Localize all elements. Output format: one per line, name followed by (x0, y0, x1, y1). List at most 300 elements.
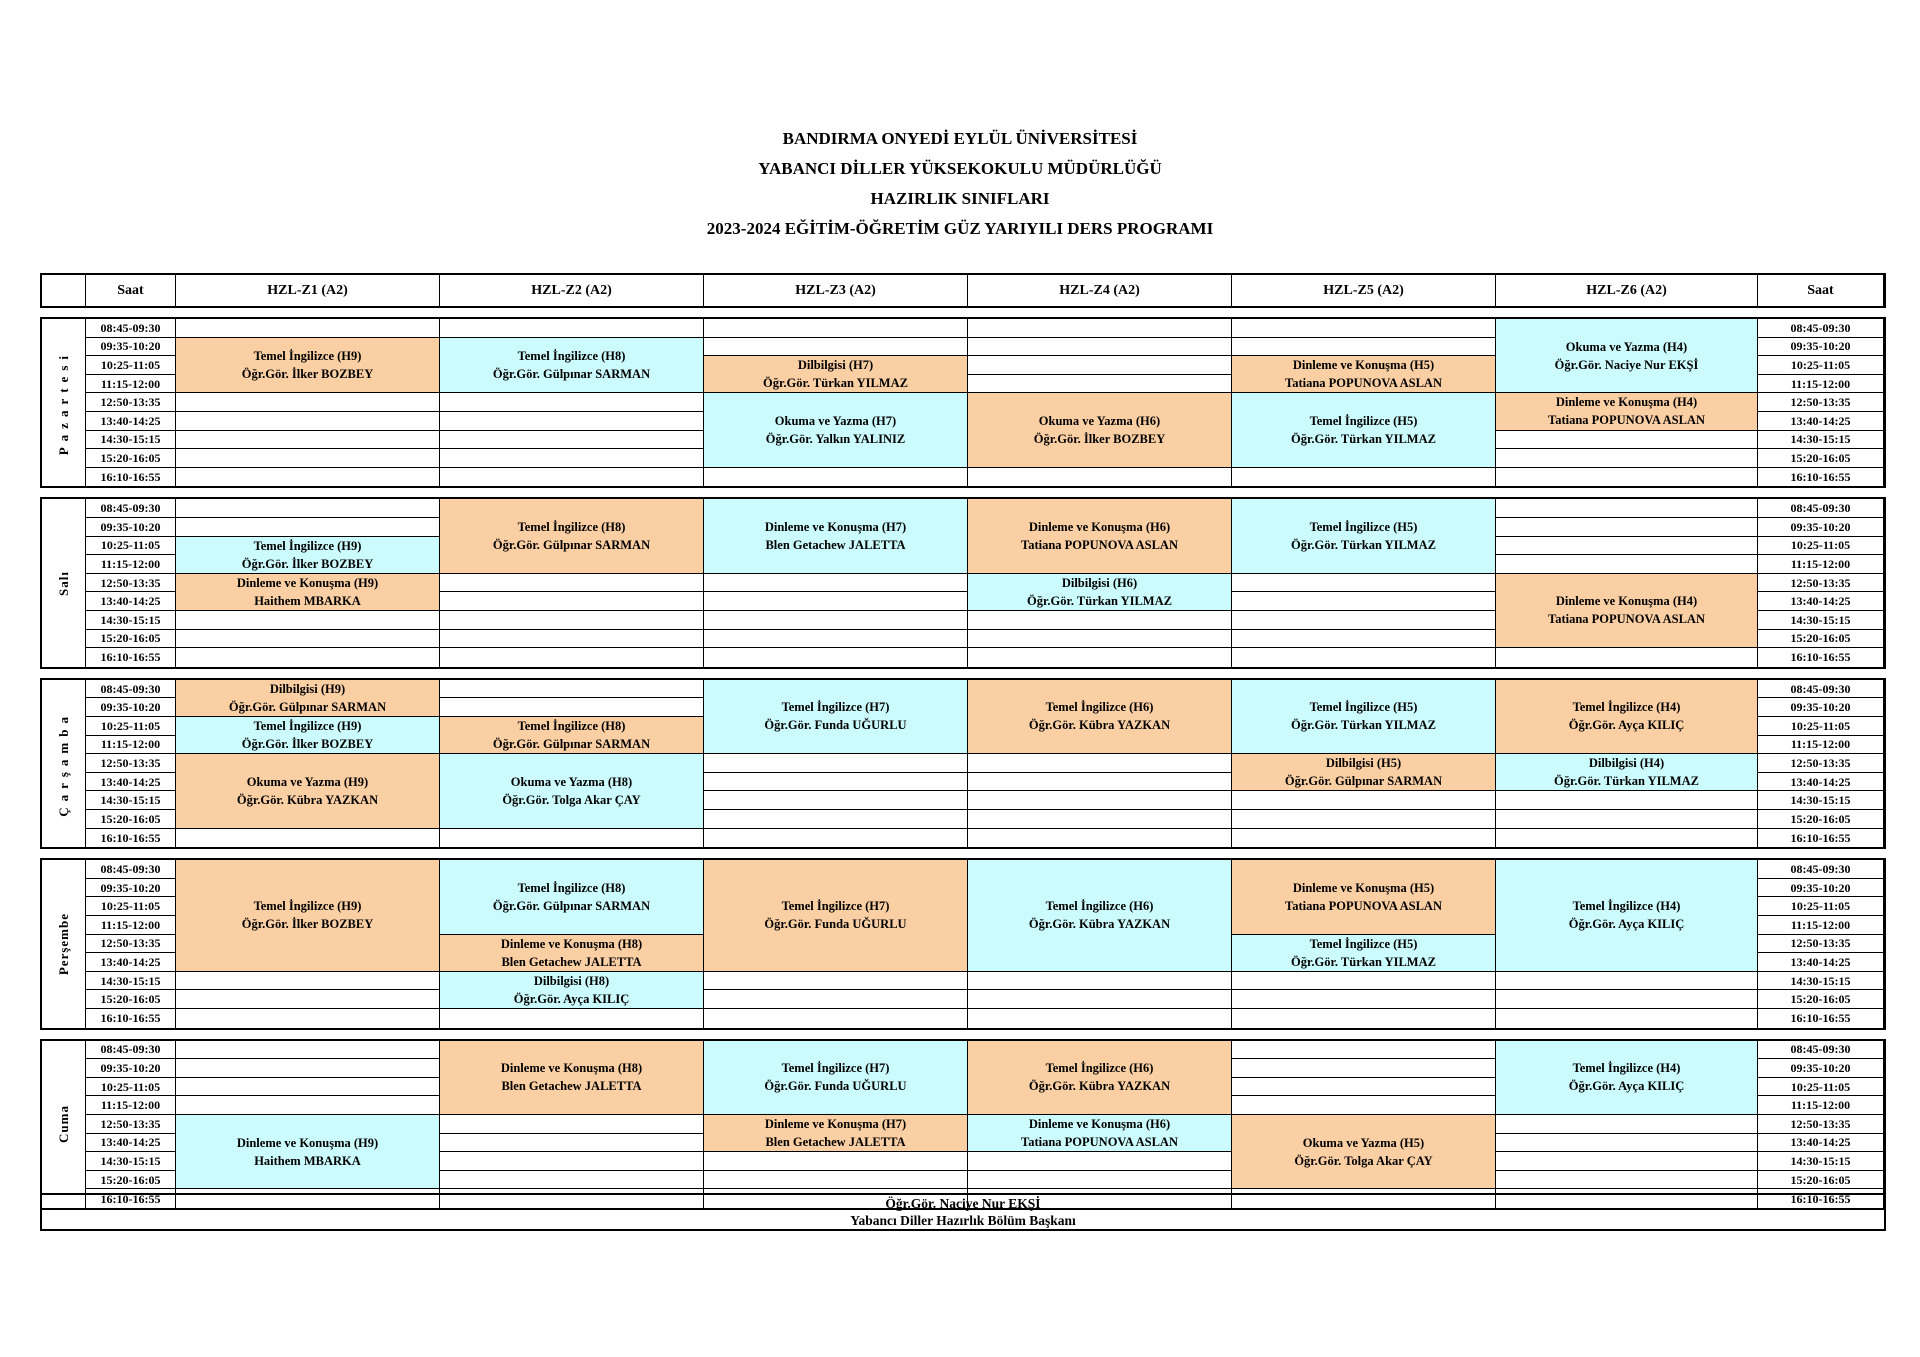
course-name: Okuma ve Yazma (H7) (774, 414, 897, 429)
time-cell-right: 08:45-09:30 (1758, 1041, 1884, 1060)
empty-slot (1496, 1171, 1758, 1190)
empty-slot (440, 1134, 704, 1153)
time-cell-left: 12:50-13:35 (86, 754, 176, 773)
empty-slot (968, 1152, 1232, 1171)
course-cell (1232, 754, 1496, 791)
empty-slot (704, 611, 968, 630)
course-text (489, 347, 654, 383)
course-cell (440, 860, 704, 934)
course-cell (1232, 356, 1496, 393)
course-name: Dilbilgisi (H9) (269, 681, 346, 696)
time-cell-right: 12:50-13:35 (1758, 574, 1884, 593)
instructor-name: Öğr.Gör. Funda UĞURLU (764, 718, 907, 733)
empty-slot (704, 319, 968, 338)
course-text (225, 680, 390, 716)
empty-slot (1232, 574, 1496, 593)
instructor-name: Öğr.Gör. İlker BOZBEY (1033, 432, 1166, 447)
course-text (760, 1059, 910, 1095)
course-text (1030, 412, 1170, 448)
school-name: YABANCI DİLLER YÜKSEKOKULU MÜDÜRLÜĞÜ (758, 159, 1162, 178)
time-cell-left: 09:35-10:20 (86, 1059, 176, 1078)
empty-slot (440, 611, 704, 630)
course-name: Temel İngilizce (H9) (253, 719, 362, 734)
time-cell-right: 15:20-16:05 (1758, 810, 1884, 829)
empty-slot (1496, 431, 1758, 450)
course-name: Temel İngilizce (H8) (517, 348, 626, 363)
time-cell-left: 11:15-12:00 (86, 916, 176, 935)
time-cell-left: 14:30-15:15 (86, 791, 176, 810)
course-name: Dinleme ve Konuşma (H6) (1028, 1117, 1171, 1132)
time-cell-right: 10:25-11:05 (1758, 897, 1884, 916)
empty-slot (704, 810, 968, 829)
day-name: Perşembe (55, 912, 71, 975)
day-name: Salı (55, 570, 71, 596)
instructor-name: Tatiana POPUNOVA ASLAN (1285, 898, 1442, 913)
time-cell-right: 08:45-09:30 (1758, 499, 1884, 518)
time-cell-right: 10:25-11:05 (1758, 356, 1884, 375)
empty-slot (440, 648, 704, 667)
instructor-name: Öğr.Gör. Funda UĞURLU (764, 1079, 907, 1094)
time-cell-left: 16:10-16:55 (86, 829, 176, 848)
time-cell-right: 08:45-09:30 (1758, 319, 1884, 338)
empty-slot (968, 972, 1232, 991)
time-cell-right: 11:15-12:00 (1758, 375, 1884, 394)
course-text (497, 1059, 646, 1095)
empty-slot (968, 1171, 1232, 1190)
time-cell-left: 15:20-16:05 (86, 810, 176, 829)
day-label-left (42, 860, 86, 1027)
course-name: Temel İngilizce (H9) (253, 538, 362, 553)
time-cell-left: 10:25-11:05 (86, 1078, 176, 1097)
time-cell-right: 13:40-14:25 (1758, 773, 1884, 792)
course-name: Temel İngilizce (H7) (781, 700, 890, 715)
empty-slot (440, 630, 704, 649)
instructor-name: Öğr.Gör. İlker BOZBEY (241, 917, 374, 932)
course-cell (704, 1041, 968, 1115)
column-header-row (40, 273, 1886, 308)
course-name: Temel İngilizce (H7) (781, 1061, 890, 1076)
empty-slot (968, 338, 1232, 357)
course-cell (176, 754, 440, 828)
empty-slot (1232, 1059, 1496, 1078)
course-cell (704, 499, 968, 573)
instructor-name: Öğr.Gör. Türkan YILMAZ (1027, 593, 1172, 608)
empty-slot (1232, 1078, 1496, 1097)
instructor-name: Öğr.Gör. Gülpınar SARMAN (1284, 774, 1443, 789)
empty-slot (176, 1059, 440, 1078)
course-name: Dinleme ve Konuşma (H8) (500, 1061, 643, 1076)
empty-slot (440, 1152, 704, 1171)
instructor-name: Öğr.Gör. Türkan YILMAZ (1291, 718, 1436, 733)
instructor-name: Öğr.Gör. Funda UĞURLU (764, 917, 907, 932)
course-cell (1496, 1041, 1758, 1115)
empty-slot (176, 468, 440, 487)
course-cell (968, 499, 1232, 573)
course-text (1287, 518, 1440, 554)
time-cell-right: 13:40-14:25 (1758, 592, 1884, 611)
empty-slot (968, 375, 1232, 394)
empty-slot (176, 449, 440, 468)
empty-slot (704, 1171, 968, 1190)
course-text (233, 1134, 382, 1170)
course-name: Okuma ve Yazma (H5) (1302, 1135, 1425, 1150)
instructor-name: Tatiana POPUNOVA ASLAN (1285, 376, 1442, 391)
empty-slot (176, 1096, 440, 1115)
time-cell-left: 09:35-10:20 (86, 338, 176, 357)
empty-slot (1496, 499, 1758, 518)
instructor-name: Öğr.Gör. Kübra YAZKAN (236, 792, 379, 807)
time-cell-right: 13:40-14:25 (1758, 953, 1884, 972)
course-name: Dilbilgisi (H5) (1325, 756, 1402, 771)
instructor-name: Tatiana POPUNOVA ASLAN (1548, 612, 1705, 627)
course-text (1565, 698, 1689, 734)
course-cell (1496, 754, 1758, 791)
header-class-6: HZL-Z6 (A2) (1496, 275, 1758, 306)
instructor-name: Öğr.Gör. Gülpınar SARMAN (492, 898, 651, 913)
instructor-name: Tatiana POPUNOVA ASLAN (1548, 413, 1705, 428)
time-cell-right: 11:15-12:00 (1758, 736, 1884, 755)
instructor-name: Öğr.Gör. Ayça KILIÇ (1568, 1079, 1685, 1094)
course-text (1290, 1134, 1436, 1170)
empty-slot (440, 393, 704, 412)
empty-slot (968, 356, 1232, 375)
time-cell-right: 12:50-13:35 (1758, 1115, 1884, 1134)
course-text (238, 897, 378, 933)
time-cell-right: 15:20-16:05 (1758, 630, 1884, 649)
course-text (510, 972, 634, 1008)
header-class-2: HZL-Z2 (A2) (440, 275, 704, 306)
course-cell (704, 680, 968, 754)
empty-slot (968, 791, 1232, 810)
empty-slot (704, 972, 968, 991)
empty-slot (1496, 829, 1758, 848)
university-name: BANDIRMA ONYEDİ EYLÜL ÜNİVERSİTESİ (782, 129, 1138, 148)
course-text (762, 412, 909, 448)
course-text (1017, 518, 1182, 554)
course-cell (704, 1115, 968, 1152)
time-cell-right: 15:20-16:05 (1758, 449, 1884, 468)
course-cell (1496, 680, 1758, 754)
empty-slot (1496, 990, 1758, 1009)
course-cell (440, 1041, 704, 1115)
instructor-name: Öğr.Gör. Türkan YILMAZ (1554, 774, 1699, 789)
empty-slot (968, 1009, 1232, 1028)
time-cell-right: 14:30-15:15 (1758, 1152, 1884, 1171)
empty-slot (440, 1115, 704, 1134)
instructor-name: Öğr.Gör. Kübra YAZKAN (1028, 718, 1171, 733)
time-cell-left: 10:25-11:05 (86, 356, 176, 375)
time-cell-right: 11:15-12:00 (1758, 916, 1884, 935)
course-text (1565, 897, 1689, 933)
time-cell-left: 15:20-16:05 (86, 630, 176, 649)
time-cell-left: 11:15-12:00 (86, 1096, 176, 1115)
empty-slot (1496, 518, 1758, 537)
instructor-name: Öğr.Gör. Naciye Nur EKŞİ (1554, 357, 1699, 372)
header-time-left: Saat (86, 275, 176, 306)
empty-slot (1232, 592, 1496, 611)
course-cell (176, 338, 440, 394)
empty-slot (1496, 810, 1758, 829)
empty-slot (968, 630, 1232, 649)
course-cell (1496, 860, 1758, 972)
time-cell-left: 08:45-09:30 (86, 860, 176, 879)
empty-slot (176, 1041, 440, 1060)
course-name: Dinleme ve Konuşma (H6) (1028, 520, 1171, 535)
signer-name: Öğr.Gör. Naciye Nur EKŞİ (885, 1196, 1041, 1211)
course-name: Dinleme ve Konuşma (H7) (764, 1117, 907, 1132)
course-cell (440, 754, 704, 828)
empty-slot (1496, 648, 1758, 667)
time-cell-left: 13:40-14:25 (86, 953, 176, 972)
day-block-3 (40, 858, 1886, 1029)
instructor-name: Tatiana POPUNOVA ASLAN (1021, 538, 1178, 553)
time-cell-left: 09:35-10:20 (86, 879, 176, 898)
header-class-4: HZL-Z4 (A2) (968, 275, 1232, 306)
empty-slot (1496, 791, 1758, 810)
course-cell (968, 680, 1232, 754)
day-block-2 (40, 678, 1886, 849)
day-label-left (42, 1041, 86, 1208)
course-text (761, 1115, 910, 1151)
empty-slot (1496, 537, 1758, 556)
course-cell (176, 860, 440, 972)
day-label-left (42, 680, 86, 847)
empty-slot (176, 972, 440, 991)
time-cell-right: 11:15-12:00 (1758, 1096, 1884, 1115)
day-label-left (42, 499, 86, 666)
course-name: Temel İngilizce (H5) (1309, 520, 1418, 535)
day-label-left (42, 319, 86, 486)
course-text (1287, 412, 1440, 448)
empty-slot (176, 431, 440, 450)
time-cell-right: 11:15-12:00 (1758, 555, 1884, 574)
time-cell-right: 09:35-10:20 (1758, 338, 1884, 357)
empty-slot (176, 518, 440, 537)
empty-slot (440, 449, 704, 468)
course-name: Okuma ve Yazma (H8) (510, 774, 633, 789)
course-cell (968, 393, 1232, 467)
course-cell (1232, 499, 1496, 573)
empty-slot (968, 810, 1232, 829)
empty-slot (704, 648, 968, 667)
time-cell-right: 16:10-16:55 (1758, 1189, 1884, 1208)
time-cell-left: 12:50-13:35 (86, 1115, 176, 1134)
instructor-name: Öğr.Gör. Ayça KILIÇ (1568, 917, 1685, 932)
empty-slot (968, 829, 1232, 848)
empty-slot (1496, 1009, 1758, 1028)
document-header (0, 124, 1920, 244)
course-cell (968, 574, 1232, 611)
instructor-name: Blen Getachew JALETTA (765, 538, 906, 553)
empty-slot (968, 990, 1232, 1009)
time-cell-left: 14:30-15:15 (86, 611, 176, 630)
course-text (233, 574, 382, 610)
empty-slot (968, 773, 1232, 792)
course-text (1025, 698, 1174, 734)
time-cell-left: 11:15-12:00 (86, 736, 176, 755)
course-name: Dilbilgisi (H6) (1061, 575, 1138, 590)
day-name: Çarşamba (55, 710, 71, 817)
time-cell-left: 08:45-09:30 (86, 1041, 176, 1060)
empty-slot (1496, 449, 1758, 468)
course-cell (440, 972, 704, 1009)
day-block-4 (40, 1039, 1886, 1210)
time-cell-left: 16:10-16:55 (86, 648, 176, 667)
empty-slot (1232, 829, 1496, 848)
course-cell (704, 860, 968, 972)
empty-slot (704, 338, 968, 357)
time-cell-right: 10:25-11:05 (1758, 537, 1884, 556)
time-cell-right: 16:10-16:55 (1758, 1009, 1884, 1028)
course-name: Temel İngilizce (H4) (1572, 1061, 1681, 1076)
course-text (760, 897, 910, 933)
instructor-name: Haithem MBARKA (254, 593, 361, 608)
instructor-name: Öğr.Gör. Tolga Akar ÇAY (502, 792, 641, 807)
empty-slot (704, 990, 968, 1009)
time-cell-left: 13:40-14:25 (86, 1134, 176, 1153)
time-cell-right: 12:50-13:35 (1758, 393, 1884, 412)
empty-slot (968, 468, 1232, 487)
empty-slot (440, 698, 704, 717)
course-name: Dinleme ve Konuşma (H7) (764, 520, 907, 535)
course-name: Okuma ve Yazma (H4) (1565, 339, 1688, 354)
course-cell (1496, 574, 1758, 648)
time-cell-right: 15:20-16:05 (1758, 990, 1884, 1009)
empty-slot (704, 574, 968, 593)
course-cell (176, 537, 440, 574)
course-text (1017, 1115, 1182, 1151)
empty-slot (1232, 1041, 1496, 1060)
course-name: Temel İngilizce (H8) (517, 719, 626, 734)
course-cell (1496, 393, 1758, 430)
time-cell-right: 09:35-10:20 (1758, 1059, 1884, 1078)
instructor-name: Öğr.Gör. Gülpınar SARMAN (228, 699, 387, 714)
time-cell-left: 16:10-16:55 (86, 1009, 176, 1028)
empty-slot (968, 754, 1232, 773)
instructor-name: Haithem MBARKA (254, 1153, 361, 1168)
course-name: Temel İngilizce (H9) (253, 348, 362, 363)
header-class-1: HZL-Z1 (A2) (176, 275, 440, 306)
course-text (1551, 338, 1703, 374)
empty-slot (1496, 468, 1758, 487)
course-name: Temel İngilizce (H8) (517, 880, 626, 895)
course-name: Dinleme ve Konuşma (H9) (236, 575, 379, 590)
empty-slot (1496, 972, 1758, 991)
instructor-name: Öğr.Gör. Gülpınar SARMAN (492, 737, 651, 752)
empty-slot (176, 829, 440, 848)
empty-slot (440, 1009, 704, 1028)
time-cell-left: 08:45-09:30 (86, 499, 176, 518)
empty-slot (704, 1152, 968, 1171)
course-text (1025, 897, 1174, 933)
time-cell-left: 15:20-16:05 (86, 449, 176, 468)
time-cell-left: 15:20-16:05 (86, 1171, 176, 1190)
course-text (1281, 356, 1446, 392)
time-cell-right: 13:40-14:25 (1758, 412, 1884, 431)
empty-slot (1232, 630, 1496, 649)
time-cell-left: 10:25-11:05 (86, 897, 176, 916)
department-name: HAZIRLIK SINIFLARI (870, 189, 1050, 208)
empty-slot (176, 393, 440, 412)
signer-title: Yabancı Diller Hazırlık Bölüm Başkanı (850, 1213, 1076, 1228)
time-cell-right: 12:50-13:35 (1758, 935, 1884, 954)
course-name: Dilbilgisi (H8) (533, 973, 610, 988)
time-cell-left: 10:25-11:05 (86, 537, 176, 556)
day-name: Cuma (55, 1105, 71, 1144)
course-text (1281, 879, 1446, 915)
empty-slot (1232, 468, 1496, 487)
course-text (1023, 574, 1176, 610)
time-cell-right: 16:10-16:55 (1758, 468, 1884, 487)
header-time-right: Saat (1758, 275, 1884, 306)
course-cell (440, 717, 704, 754)
time-cell-right: 13:40-14:25 (1758, 1134, 1884, 1153)
empty-slot (1232, 810, 1496, 829)
empty-slot (704, 592, 968, 611)
time-cell-left: 16:10-16:55 (86, 1189, 176, 1208)
empty-slot (176, 990, 440, 1009)
time-cell-left: 13:40-14:25 (86, 412, 176, 431)
course-text (759, 356, 912, 392)
time-cell-left: 16:10-16:55 (86, 468, 176, 487)
time-cell-right: 15:20-16:05 (1758, 1171, 1884, 1190)
course-cell (440, 338, 704, 394)
instructor-name: Öğr.Gör. Gülpınar SARMAN (492, 538, 651, 553)
course-name: Temel İngilizce (H7) (781, 899, 890, 914)
empty-slot (704, 773, 968, 792)
time-cell-right: 14:30-15:15 (1758, 611, 1884, 630)
course-cell (704, 356, 968, 393)
instructor-name: Öğr.Gör. Ayça KILIÇ (513, 991, 630, 1006)
instructor-name: Öğr.Gör. İlker BOZBEY (241, 556, 374, 571)
instructor-name: Blen Getachew JALETTA (765, 1135, 906, 1150)
instructor-name: Öğr.Gör. Türkan YILMAZ (763, 376, 908, 391)
empty-slot (176, 412, 440, 431)
empty-slot (1232, 990, 1496, 1009)
course-cell (176, 574, 440, 611)
empty-slot (1232, 1096, 1496, 1115)
instructor-name: Blen Getachew JALETTA (501, 1079, 642, 1094)
instructor-name: Öğr.Gör. Yalkın YALINIZ (765, 432, 906, 447)
course-text (1281, 754, 1446, 790)
course-name: Dilbilgisi (H7) (797, 358, 874, 373)
time-cell-right: 14:30-15:15 (1758, 972, 1884, 991)
course-text (1565, 1059, 1689, 1095)
empty-slot (704, 829, 968, 848)
empty-slot (440, 412, 704, 431)
course-text (489, 879, 654, 915)
empty-slot (440, 468, 704, 487)
course-text (238, 347, 378, 383)
time-cell-right: 14:30-15:15 (1758, 791, 1884, 810)
time-cell-left: 08:45-09:30 (86, 319, 176, 338)
instructor-name: Tatiana POPUNOVA ASLAN (1021, 1135, 1178, 1150)
time-cell-left: 14:30-15:15 (86, 972, 176, 991)
course-cell (1496, 319, 1758, 393)
course-name: Okuma ve Yazma (H9) (246, 774, 369, 789)
empty-slot (1232, 972, 1496, 991)
time-cell-right: 14:30-15:15 (1758, 431, 1884, 450)
course-text (497, 935, 646, 971)
course-cell (1232, 860, 1496, 934)
course-text (761, 518, 910, 554)
course-name: Temel İngilizce (H9) (253, 899, 362, 914)
empty-slot (1496, 555, 1758, 574)
course-text (238, 717, 378, 753)
time-cell-left: 11:15-12:00 (86, 375, 176, 394)
empty-slot (176, 611, 440, 630)
course-name: Temel İngilizce (H4) (1572, 899, 1681, 914)
